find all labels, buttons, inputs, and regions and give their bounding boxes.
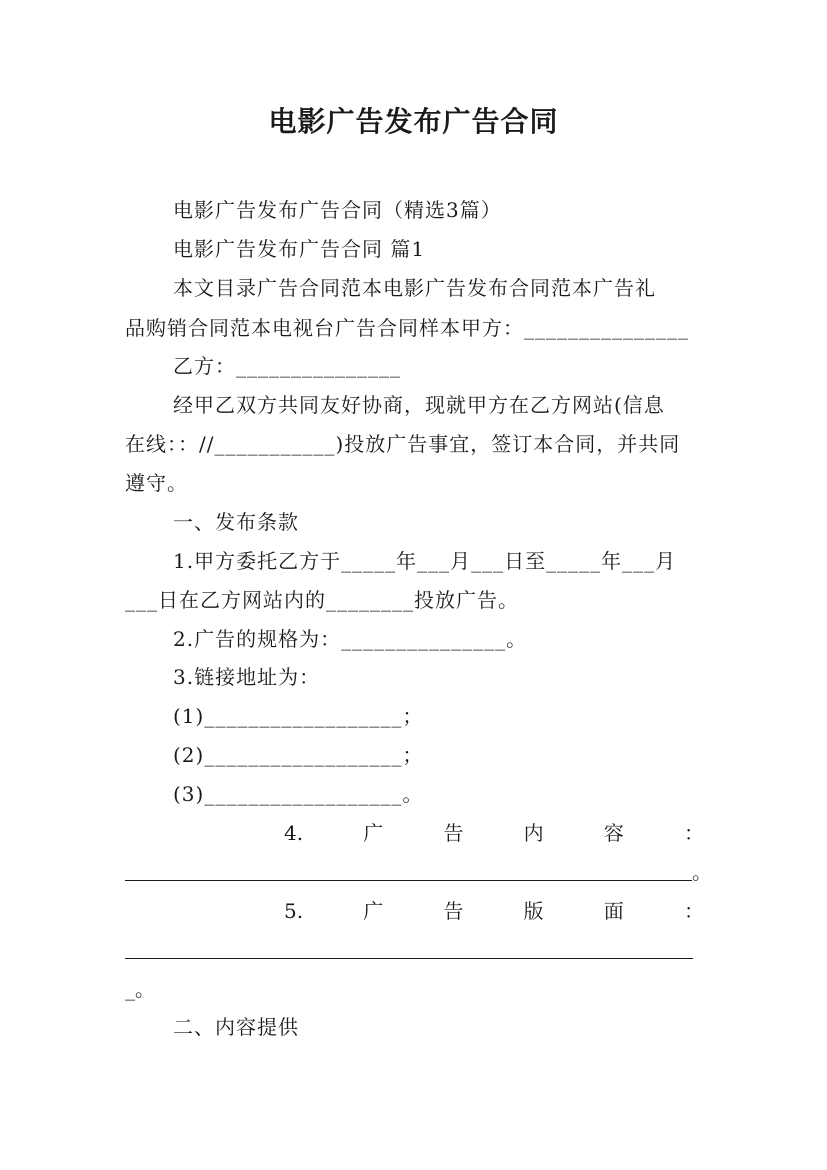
label-char: 内 bbox=[523, 821, 544, 845]
section-heading: 电影广告发布广告合同 篇1 bbox=[173, 237, 426, 261]
clause-item: 3.链接地址为： bbox=[173, 665, 321, 689]
blank-underline bbox=[125, 958, 693, 959]
party-b-line: 乙方：_______________ bbox=[173, 354, 401, 378]
label-char: 广 bbox=[363, 899, 384, 923]
paragraph-line: 在线：：//___________)投放广告事宜，签订本合同，并共同 bbox=[125, 432, 681, 456]
clause-item: 1.甲方委托乙方于_____年___月___日至_____年___月 bbox=[173, 549, 677, 573]
label-char: 广 bbox=[363, 821, 384, 845]
paragraph-line: 遵守。 bbox=[125, 471, 188, 495]
subtitle-line: 电影广告发布广告合同（精选3篇） bbox=[173, 198, 502, 222]
label-char: ： bbox=[683, 821, 704, 845]
blank-underline bbox=[125, 880, 692, 881]
paragraph-line: 经甲乙双方共同友好协商，现就甲方在乙方网站(信息 bbox=[173, 393, 665, 417]
clause-item: 2.广告的规格为：_______________。 bbox=[173, 627, 528, 651]
label-char: 面 bbox=[603, 899, 624, 923]
ad-content-label bbox=[284, 819, 704, 847]
clause-heading: 二、内容提供 bbox=[173, 1015, 299, 1039]
paragraph-line: 品购销合同范本电视台广告合同样本甲方：_______________ bbox=[125, 316, 689, 340]
document-title: 电影广告发布广告合同 bbox=[268, 105, 559, 138]
paragraph-line: 本文目录广告合同范本电影广告发布合同范本广告礼 bbox=[173, 276, 656, 300]
line-end-mark: _。 bbox=[125, 977, 155, 1001]
label-char: 版 bbox=[523, 899, 544, 923]
link-item: (2)__________________； bbox=[173, 743, 424, 767]
label-char: 容 bbox=[603, 821, 624, 845]
label-char: 告 bbox=[443, 899, 464, 923]
link-item: (1)__________________； bbox=[173, 704, 424, 728]
label-char: ： bbox=[683, 899, 704, 923]
ad-layout-label bbox=[284, 897, 704, 925]
clause-heading: 一、发布条款 bbox=[173, 510, 299, 534]
item-number: 5. bbox=[284, 899, 304, 923]
item-number: 4. bbox=[284, 821, 304, 845]
clause-item: ___日在乙方网站内的________投放广告。 bbox=[125, 588, 519, 612]
label-char: 告 bbox=[443, 821, 464, 845]
line-end-mark: 。 bbox=[692, 860, 712, 884]
link-item: (3)__________________。 bbox=[173, 782, 424, 806]
